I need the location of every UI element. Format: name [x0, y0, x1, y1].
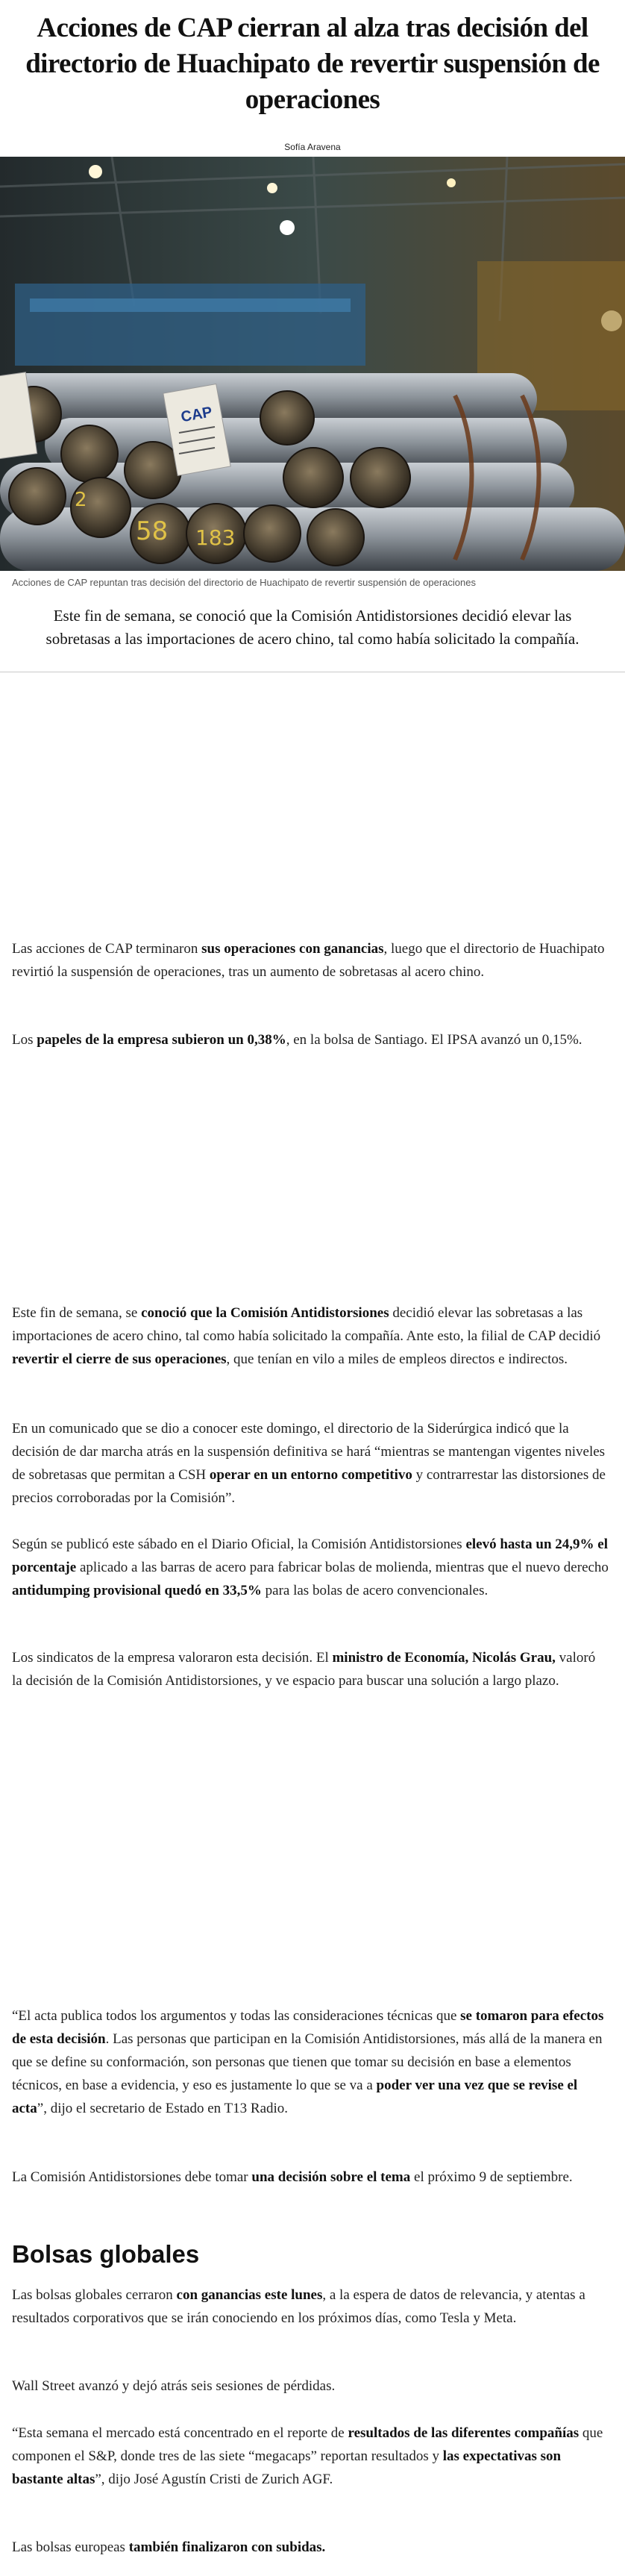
paragraph-10: Wall Street avanzó y dejó atrás seis sesiones de pérdidas. [12, 2378, 336, 2394]
paragraph-7: “El acta publica todos los argumentos y todas las consideraciones técnicas que se tomaron para efectos de esta decisión. Las personas que participan en la Comisión Antidistorsiones, más allá de la manera en que se define su conformación, son personas que tienen que tomar su decisión en base a elementos técnicos, en base a evidencia, y eso es justamente lo que se va a poder ver una vez que se revise el acta”, dijo el secretario de Estado en T13 Radio. [12, 2008, 604, 2116]
author-name[interactable]: Sofía Aravena [284, 142, 341, 152]
paragraph-6: Los sindicatos de la empresa valoraron esta decisión. El ministro de Economía, Nicolás Grau, valoró la decisión de la Comisión Antidistorsiones, y ve espacio para buscar una solución a largo plazo. [12, 1650, 596, 1689]
steel-bars-illustration [0, 157, 625, 571]
paragraph-3: Este fin de semana, se conoció que la Comisión Antidistorsiones decidió elevar las sobretasas a las importaciones de acero chino, tal como había solicitado la compañía. Ante esto, la filial de CAP decidió revertir el cierre de sus operaciones, que tenían en vilo a miles de empleos directos e indirectos. [12, 1305, 601, 1367]
bar-number-2: 2 [75, 489, 87, 511]
bar-number-58: 58 [136, 516, 169, 546]
article-lead: Este fin de semana, se conoció que la Comisión Antidistorsiones decidió elevar las sobretasas a las importaciones de acero chino, tal como había solicitado la compañía. [45, 607, 580, 648]
paragraph-4: En un comunicado que se dio a conocer este domingo, el directorio de la Siderúrgica indicó que la decisión de dar marcha atrás en la suspensión definitiva se hará “mientras se mantengan vigentes niveles de sobretasas que permitan a CSH operar en un entorno competitivo y contrarrestar las distorsiones de precios corroboradas por la Comisión”. [12, 1421, 606, 1506]
cap-tag-logo: CAP [179, 404, 214, 426]
paragraph-12: Las bolsas europeas también finalizaron con subidas. [12, 2539, 326, 2555]
section-title-bolsas-globales: Bolsas globales [12, 2240, 200, 2268]
paragraph-2: Los papeles de la empresa subieron un 0,38%, en la bolsa de Santiago. El IPSA avanzó un 0,15%. [12, 1032, 582, 1048]
article-photo [0, 157, 625, 571]
paragraph-1: Las acciones de CAP terminaron sus operaciones con ganancias, luego que el directorio de Huachipato revirtió la suspensión de operaciones, tras un aumento de sobretasas al acero chino. [12, 941, 605, 980]
paragraph-8: La Comisión Antidistorsiones debe tomar una decisión sobre el tema el próximo 9 de septiembre. [12, 2169, 573, 2185]
paragraph-9: Las bolsas globales cerraron con ganancias este lunes, a la espera de datos de relevancia, y atentas a resultados corporativos que se irán conociendo en los próximos días, como Tesla y Meta. [12, 2287, 585, 2326]
paragraph-11: “Esta semana el mercado está concentrado en el reporte de resultados de las diferentes compañías que componen el S&P, donde tres de las siete “megacaps” reportan resultados y las expectativas son bastante altas”, dijo José Agustín Cristi de Zurich AGF. [12, 2425, 603, 2487]
article-headline: Acciones de CAP cierran al alza tras decisión del directorio de Huachipato de revertir suspensión de operaciones [25, 13, 600, 115]
bar-number-183: 183 [195, 525, 236, 550]
paragraph-5: Según se publicó este sábado en el Diario Oficial, la Comisión Antidistorsiones elevó hasta un 24,9% el porcentaje aplicado a las barras de acero para fabricar bolas de molienda, mientras que el nuevo derecho antidumping provisional quedó en 33,5% para las bolas de acero convencionales. [12, 1536, 609, 1598]
photo-caption: Acciones de CAP repuntan tras decisión del directorio de Huachipato de revertir suspensión de operaciones [12, 577, 476, 588]
